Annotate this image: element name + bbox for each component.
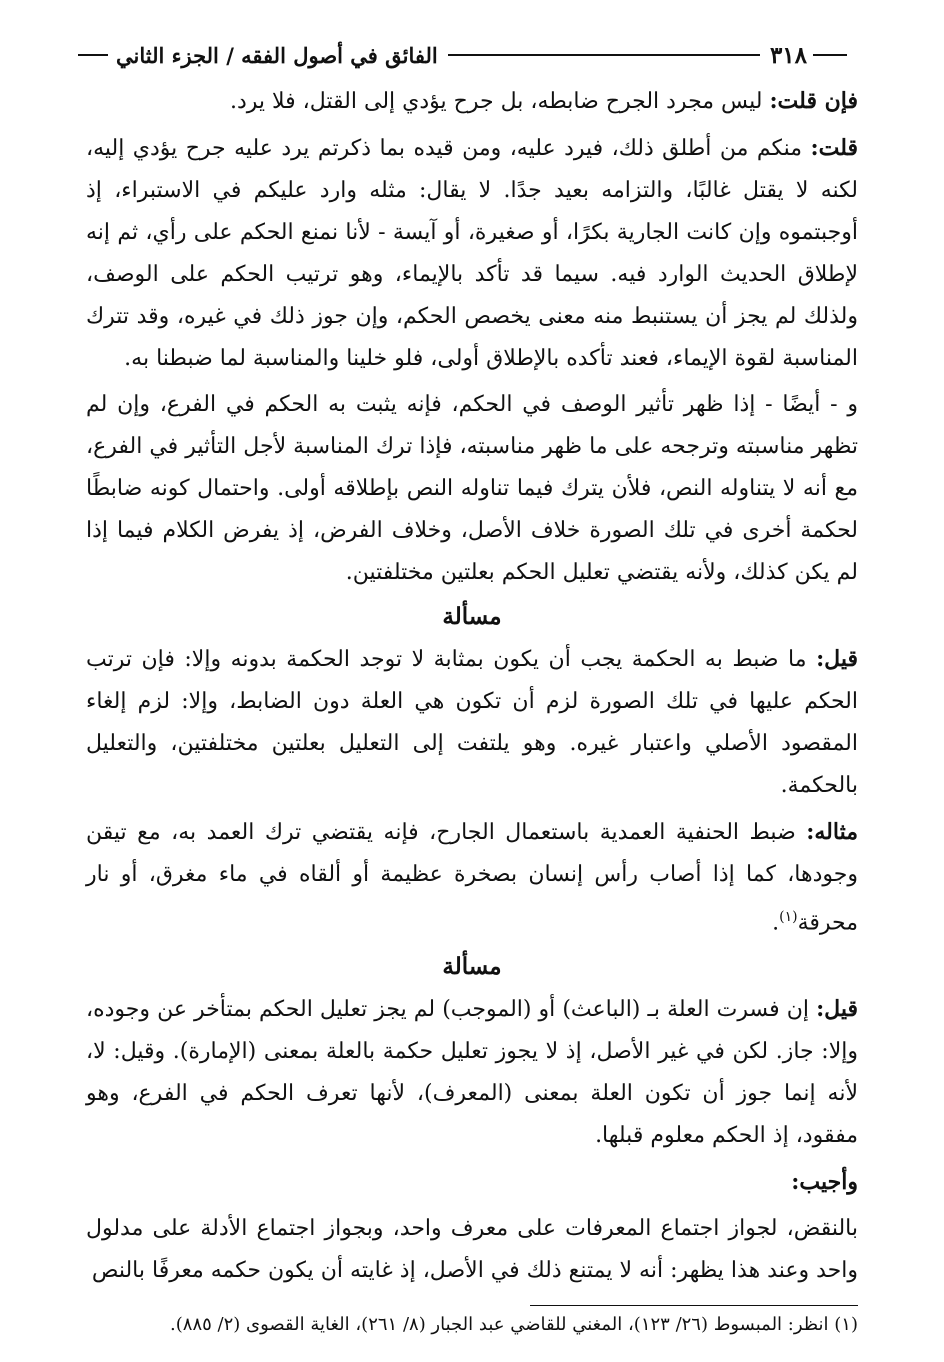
header-dash-end	[78, 54, 108, 56]
book-title: الفائق في أصول الفقه / الجزء الثاني	[116, 42, 438, 68]
paragraph	[86, 127, 858, 380]
section-heading: مسألة	[442, 603, 502, 630]
paragraph-text: بالنقض، لجواز اجتماع المعرفات على معرف واحد، وبجواز اجتماع الأدلة على مدلول واحد وعند هذا يظهر: أنه لا يمتنع ذلك في الأصل، إذ غايته أن يكون حكمه معرفًا بالنص	[86, 1216, 858, 1284]
body-text	[86, 80, 858, 1296]
paragraph-lead: وأجيب:	[791, 1169, 858, 1196]
paragraph-text: إن فسرت العلة بـ (الباعث) أو (الموجب) لم يجز تعليل الحكم بمتأخر عن وجوده، وإلا: جاز. لكن في غير الأصل، إذ لا يجوز تعليل حكمة بالعلة بمعنى (الإمارة). وقيل: لا، لأنه إنما جوز أن تكون العلة بمعنى (المعرف)، لأنها تعرف الحكم في الفرع، وهو مفقود، إذ الحكم معلوم قبلها.	[86, 997, 858, 1149]
paragraph-text: و - أيضًا - إذا ظهر تأثير الوصف في الحكم، فإنه يثبت به الحكم في الفرع، وإن لم تظهر مناسبته وترجحه على ما ظهر مناسبته، فإذا ترك المناسبة لأجل التأثير في الفرع، مع أنه لا يتناوله النص، فلأن يترك فيما تناوله النص بإطلاقه أولى. واحتمال كونه ضابطًا لحكمة أخرى في تلك الصورة خلاف الأصل، وخلاف الفرض، إذ يفرض الكلام فيما إذا لم يكن كذلك، ولأنه يقتضي تعليل الحكم بعلتين مختلفتين.	[86, 392, 858, 585]
running-header	[78, 38, 853, 72]
paragraph-lead: فإن قلت:	[769, 88, 858, 114]
paragraph	[86, 811, 858, 944]
footnote-ref[interactable]: (١)	[779, 909, 798, 925]
paragraph-text: ضبط الحنفية العمدية باستعمال الجارح، فإنه يقتضي ترك العمد به، مع تيقن وجودها، كما إذا أصاب رأس إنسان بصخرة عظيمة أو ألقاه في ماء مغرق، أو نار محرقة	[86, 820, 858, 936]
paragraph-text: ما ضبط به الحكمة يجب أن يكون بمثابة لا توجد الحكمة بدونه وإلا: فإن ترتب الحكم عليها في تلك الصورة لزم أن تكون هي العلة دون الضابط، وإلا: لزم إلغاء المقصود الأصلي واعتبار غيره. وهو يلتفت إلى التعليل بعلتين مختلفتين، والتعليل بالحكمة.	[86, 647, 858, 798]
page-number: ٣١٨	[769, 41, 807, 69]
paragraph	[86, 80, 858, 123]
footnote: (١) انظر: المبسوط (٢٦/ ١٢٣)، المغني للقاضي عبد الجبار (٨/ ٢٦١)، الغاية القصوى (٢/ ٨٨٥).	[170, 1314, 858, 1335]
paragraph-lead: مثاله:	[806, 819, 858, 845]
paragraph	[86, 638, 858, 807]
paragraph	[86, 1161, 858, 1204]
paragraph	[86, 988, 858, 1157]
paragraph-lead: قيل:	[816, 646, 858, 672]
paragraph-text: ليس مجرد الجرح ضابطه، بل جرح يؤدي إلى القتل، فلا يرد.	[229, 89, 770, 114]
header-rule	[448, 54, 760, 56]
footnote-separator	[530, 1305, 858, 1306]
header-dash	[813, 54, 847, 56]
paragraph	[86, 384, 858, 594]
paragraph-lead: قيل:	[816, 996, 858, 1023]
section-heading: مسألة	[442, 953, 502, 981]
paragraph-lead: قلت:	[810, 135, 858, 161]
paragraph-text: منكم من أطلق ذلك، فيرد عليه، ومن قيده بما ذكرتم يرد عليه جرح يؤدي إليه، لكنه لا يقتل غالبًا، والتزامه بعيد جدًا. لا يقال: مثله وارد عليكم في الاستبراء، إذ أوجبتموه وإن كانت الجارية بكرًا، أو صغيرة، أو آيسة - لأنا نمنع الحكم على رأي، ثم إنه لإطلاق الحديث الوارد فيه. سيما قد تأكد بالإيماء، وهو ترتيب الحكم على الوصف، ولذلك لم يجز أن يستنبط منه معنى يخصص الحكم، وإن جوز ذلك في غيره، وقد تترك المناسبة لقوة الإيماء، فعند تأكده بالإطلاق أولى، فلو خلينا والمناسبة لما ضبطنا به.	[86, 136, 858, 371]
paragraph	[86, 1208, 858, 1292]
paragraph-end: .	[772, 910, 780, 936]
